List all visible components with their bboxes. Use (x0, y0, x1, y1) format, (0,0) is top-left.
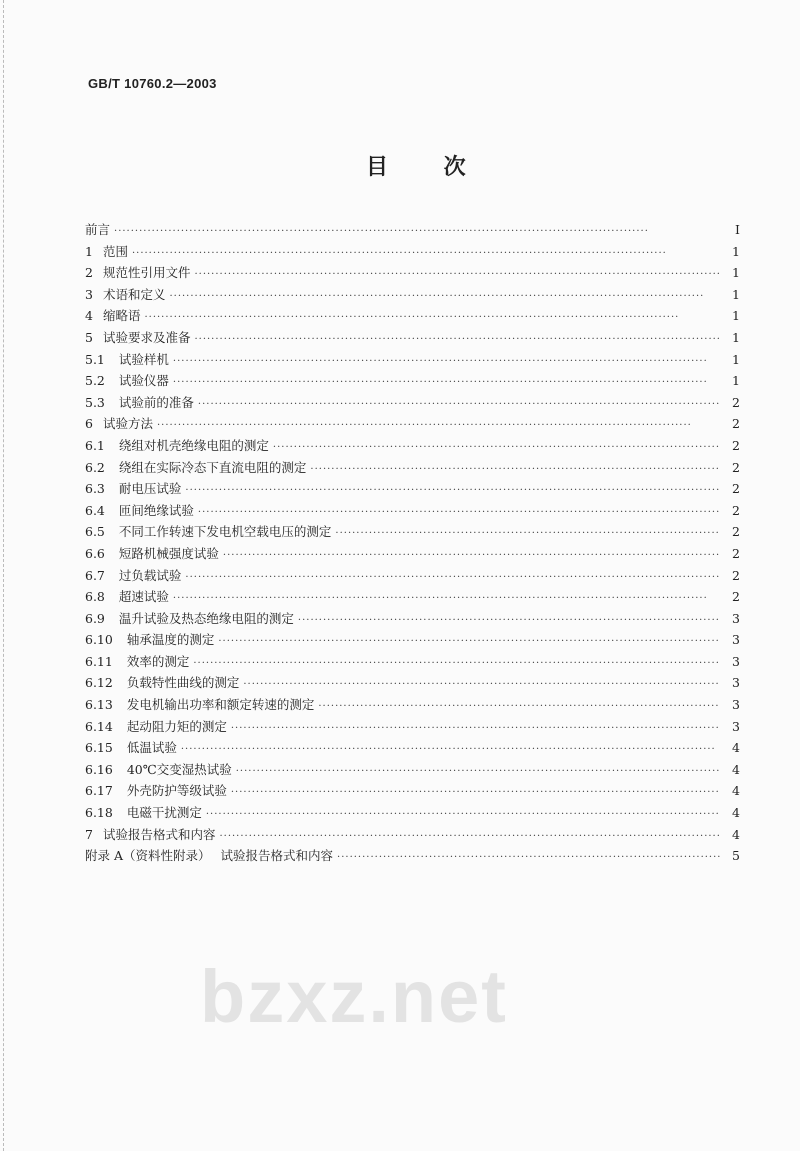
toc-entry[interactable] (85, 609, 740, 631)
toc-entry-title: 绕组在实际冷态下直流电阻的测定 (118, 459, 307, 475)
toc-entry[interactable] (85, 458, 740, 480)
toc-entry[interactable] (85, 630, 740, 652)
toc-entry[interactable] (85, 393, 740, 415)
toc-entry-page: 4 (732, 761, 740, 777)
toc-entry-title: 试验报告格式和内容 (220, 848, 334, 864)
toc-entry-title: 40℃交变湿热试验 (126, 761, 232, 777)
toc-entry-title: 范围 (102, 243, 128, 259)
toc-entry[interactable] (85, 306, 740, 328)
toc-entry[interactable] (85, 803, 740, 825)
toc-entry-page: 1 (732, 243, 740, 259)
toc-entry-number: 6 (85, 416, 93, 432)
dot-leader (236, 766, 720, 777)
toc-entry-page: 1 (732, 308, 740, 324)
dot-leader (132, 248, 720, 259)
toc-entry-page: 3 (732, 653, 740, 669)
toc-entry-page: 2 (732, 394, 740, 410)
dot-leader (335, 528, 720, 539)
toc-entry-title: 试验方法 (102, 416, 153, 432)
toc-entry[interactable] (85, 220, 740, 242)
toc-entry-number: 5.1 (85, 351, 105, 367)
toc-entry-page: 2 (732, 524, 740, 540)
toc-entry-title: 试验要求及准备 (102, 329, 191, 345)
dot-leader (185, 572, 720, 583)
toc-entry-page: 2 (732, 416, 740, 432)
toc-entry-number: 6.12 (85, 675, 113, 691)
toc-entry-title: 过负载试验 (118, 567, 182, 583)
toc-entry-title: 不同工作转速下发电机空载电压的测定 (118, 524, 332, 540)
toc-entry[interactable] (85, 825, 740, 847)
toc-entry-page: 2 (732, 437, 740, 453)
dot-leader (231, 787, 720, 798)
toc-entry-page: 2 (732, 502, 740, 518)
toc-entry-page: 4 (732, 783, 740, 799)
toc-entry-number: 6.18 (85, 805, 113, 821)
dot-leader (173, 593, 720, 604)
toc-entry-title: 轴承温度的测定 (126, 632, 215, 648)
dot-leader (243, 679, 720, 690)
toc-entry-number: 6.16 (85, 761, 113, 777)
dot-leader (219, 831, 720, 842)
toc-entry-page: 4 (732, 740, 740, 756)
toc-entry-page: 2 (732, 589, 740, 605)
toc-entry-page: 3 (732, 718, 740, 734)
toc-entry-title: 负载特性曲线的测定 (126, 675, 240, 691)
toc-entry[interactable] (85, 738, 740, 760)
toc-entry-number: 6.3 (85, 481, 105, 497)
toc-entry[interactable] (85, 501, 740, 523)
toc-entry-title: 匝间绝缘试验 (118, 502, 194, 518)
toc-entry-number: 6.6 (85, 545, 105, 561)
dot-leader (318, 701, 720, 712)
dot-leader (218, 636, 720, 647)
dot-leader (298, 615, 720, 626)
dot-leader (114, 226, 720, 237)
toc-entry[interactable] (85, 673, 740, 695)
toc-entry-page: 1 (732, 329, 740, 345)
toc-entry-number: 6.4 (85, 502, 105, 518)
toc-entry-number: 6.8 (85, 589, 105, 605)
toc-entry-title: 绕组对机壳绝缘电阻的测定 (118, 437, 269, 453)
dot-leader (223, 550, 720, 561)
standard-number: GB/T 10760.2—2003 (88, 76, 217, 91)
toc-entry-title: 术语和定义 (102, 286, 166, 302)
toc-entry[interactable] (85, 846, 740, 868)
toc-entry[interactable] (85, 760, 740, 782)
toc-entry[interactable] (85, 285, 740, 307)
toc-entry-page: 2 (732, 459, 740, 475)
toc-entry-title: 缩略语 (102, 308, 141, 324)
toc-entry-number: 附录 A（资料性附录） (85, 848, 211, 864)
toc-entry-page: 3 (732, 632, 740, 648)
dot-leader (173, 377, 720, 388)
toc-entry-title: 试验样机 (118, 351, 169, 367)
toc-entry-title: 低温试验 (126, 740, 177, 756)
dot-leader (157, 420, 720, 431)
toc-entry-title: 短路机械强度试验 (118, 545, 219, 561)
dot-leader (337, 852, 720, 863)
toc-entry-page: 5 (732, 848, 740, 864)
page-title: 目 次 (366, 155, 490, 180)
toc-entry-number: 5.3 (85, 394, 105, 410)
toc-entry-title: 起动阻力矩的测定 (126, 718, 227, 734)
toc-entry-number: 6.5 (85, 524, 105, 540)
scan-edge (3, 0, 4, 1151)
table-of-contents (85, 220, 740, 868)
toc-entry[interactable] (85, 436, 740, 458)
dot-leader (310, 464, 720, 475)
toc-entry-number: 3 (85, 286, 93, 302)
dot-leader (169, 291, 720, 302)
toc-entry-title: 前言 (85, 222, 111, 237)
toc-entry-title: 外壳防护等级试验 (126, 783, 227, 799)
dot-leader (194, 334, 720, 345)
toc-entry-number: 6.10 (85, 632, 113, 648)
dot-leader (198, 399, 720, 410)
toc-entry[interactable] (85, 781, 740, 803)
toc-entry-title: 效率的测定 (126, 653, 190, 669)
toc-entry-number: 6.17 (85, 783, 113, 799)
dot-leader (173, 356, 720, 367)
toc-entry-number: 6.13 (85, 697, 113, 713)
toc-entry-number: 6.7 (85, 567, 105, 583)
toc-entry[interactable] (85, 242, 740, 264)
toc-entry[interactable] (85, 414, 740, 436)
toc-entry-number: 5.2 (85, 373, 105, 389)
toc-entry-title: 温升试验及热态绝缘电阻的测定 (118, 610, 294, 626)
dot-leader (193, 658, 720, 669)
dot-leader (206, 809, 720, 820)
dot-leader (185, 485, 720, 496)
toc-entry[interactable] (85, 350, 740, 372)
toc-entry-number: 1 (85, 243, 93, 259)
toc-entry-number: 6.9 (85, 610, 105, 626)
dot-leader (181, 744, 720, 755)
toc-entry-number: 6.11 (85, 653, 113, 669)
toc-entry[interactable] (85, 652, 740, 674)
toc-entry-page: 4 (732, 805, 740, 821)
toc-entry[interactable] (85, 717, 740, 739)
toc-entry-title: 电磁干扰测定 (126, 805, 202, 821)
toc-entry[interactable] (85, 544, 740, 566)
toc-entry-title: 试验仪器 (118, 373, 169, 389)
toc-entry-page: 1 (732, 351, 740, 367)
toc-entry[interactable] (85, 566, 740, 588)
toc-entry-page: 3 (732, 610, 740, 626)
toc-entry[interactable] (85, 263, 740, 285)
toc-entry[interactable] (85, 328, 740, 350)
toc-entry-title: 超速试验 (118, 589, 169, 605)
toc-entry-page: 1 (732, 286, 740, 302)
toc-entry-number: 6.2 (85, 459, 105, 475)
dot-leader (273, 442, 720, 453)
dot-leader (198, 507, 720, 518)
dot-leader (144, 312, 720, 323)
toc-entry-number: 6.1 (85, 437, 105, 453)
toc-entry-page: 2 (732, 545, 740, 561)
toc-entry-title: 试验报告格式和内容 (102, 826, 216, 842)
toc-entry[interactable] (85, 587, 740, 609)
toc-entry-title: 耐电压试验 (118, 481, 182, 497)
toc-entry[interactable] (85, 479, 740, 501)
toc-entry-number: 5 (85, 329, 93, 345)
toc-entry-page: 4 (732, 826, 740, 842)
toc-entry-title: 发电机输出功率和额定转速的测定 (126, 697, 315, 713)
watermark: bzxz.net (200, 955, 508, 1038)
toc-entry-page: 3 (732, 675, 740, 691)
toc-entry-number: 6.15 (85, 740, 113, 756)
dot-leader (231, 723, 720, 734)
toc-entry[interactable] (85, 522, 740, 544)
toc-entry-title: 试验前的准备 (118, 394, 194, 410)
toc-entry-number: 7 (85, 826, 93, 842)
toc-entry[interactable] (85, 371, 740, 393)
toc-entry-number: 6.14 (85, 718, 113, 734)
toc-entry-page: 2 (732, 567, 740, 583)
dot-leader (194, 269, 720, 280)
toc-entry-title: 规范性引用文件 (102, 265, 191, 281)
toc-entry-page: I (735, 222, 740, 237)
toc-entry-page: 3 (732, 697, 740, 713)
toc-entry-page: 1 (732, 373, 740, 389)
toc-entry-page: 1 (732, 265, 740, 281)
toc-entry[interactable] (85, 695, 740, 717)
toc-entry-page: 2 (732, 481, 740, 497)
toc-entry-number: 2 (85, 265, 93, 281)
toc-entry-number: 4 (85, 308, 93, 324)
